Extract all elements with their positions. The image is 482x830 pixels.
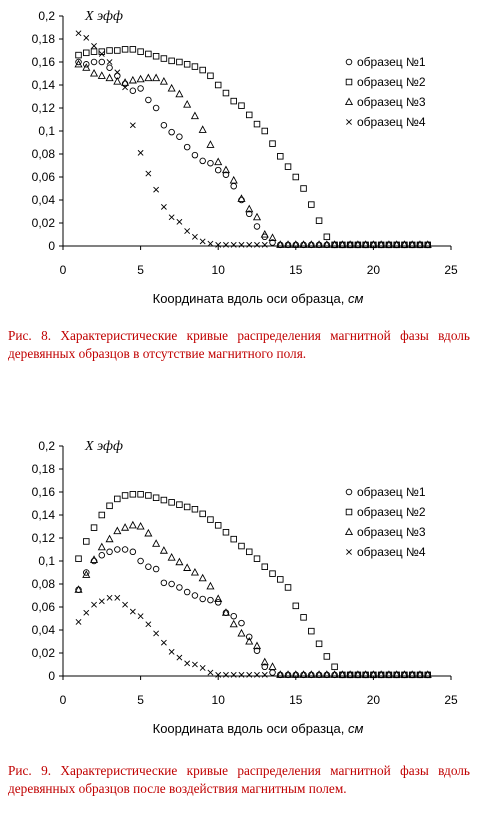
data-point	[76, 556, 82, 562]
data-point	[208, 73, 214, 79]
data-point	[200, 239, 205, 244]
data-point	[199, 126, 206, 132]
legend-marker	[346, 79, 352, 85]
data-point	[169, 649, 174, 654]
data-point	[146, 564, 152, 570]
data-point	[239, 242, 244, 247]
chart-8-plot	[0, 0, 482, 320]
data-point	[207, 141, 214, 147]
data-point	[115, 595, 120, 600]
data-point	[254, 121, 260, 127]
data-point	[285, 164, 291, 170]
data-point	[130, 522, 137, 528]
y-tick-label: 0,04	[31, 623, 55, 637]
data-point	[83, 539, 89, 545]
data-point	[138, 614, 143, 619]
data-point	[114, 78, 121, 84]
data-point	[324, 234, 330, 240]
data-point	[215, 82, 221, 88]
data-point	[99, 512, 105, 518]
x-axis-label-main: Координата вдоль оси образца,	[152, 721, 348, 736]
x-axis-label-unit: см	[347, 291, 364, 306]
data-point	[176, 91, 183, 97]
data-point	[169, 215, 174, 220]
data-point	[277, 577, 283, 583]
data-point	[262, 564, 268, 570]
data-point	[99, 51, 104, 56]
data-point	[316, 218, 322, 224]
data-point	[154, 631, 159, 636]
data-point	[309, 628, 315, 634]
data-point	[114, 528, 121, 534]
x-axis-label	[153, 291, 364, 306]
legend-label: образец №1	[357, 55, 426, 69]
data-point	[177, 655, 182, 660]
y-tick-label: 0,14	[31, 508, 55, 522]
x-axis-label-unit: см	[347, 721, 364, 736]
data-point	[200, 665, 205, 670]
data-point	[293, 603, 299, 609]
y-tick-label: 0,1	[38, 124, 55, 138]
data-point	[91, 602, 96, 607]
y-tick-label: 0,16	[31, 55, 55, 69]
y-tick-label: 0	[48, 669, 55, 683]
data-point	[122, 47, 128, 53]
y-tick-label: 0,18	[31, 462, 55, 476]
data-point	[168, 554, 175, 560]
data-point	[76, 52, 82, 58]
data-point	[99, 59, 105, 65]
y-tick-label: 0,12	[31, 101, 55, 115]
y-tick-label: 0,06	[31, 170, 55, 184]
data-point	[215, 167, 221, 173]
chart-figure-9	[0, 430, 482, 750]
y-tick-label: 0,04	[31, 193, 55, 207]
data-point	[192, 662, 197, 667]
data-point	[208, 160, 214, 166]
legend-label: образец №2	[357, 75, 426, 89]
data-point	[84, 610, 89, 615]
data-point	[231, 536, 237, 542]
data-point	[184, 589, 190, 595]
x-tick-label: 25	[444, 263, 458, 277]
x-tick-label: 20	[366, 693, 381, 707]
data-point	[161, 640, 166, 645]
data-point	[91, 49, 97, 55]
legend-item	[346, 115, 425, 129]
data-point	[83, 50, 89, 56]
data-point	[122, 493, 128, 499]
data-point	[161, 580, 167, 586]
data-point	[115, 48, 121, 54]
data-point	[146, 171, 151, 176]
data-point	[239, 672, 244, 677]
x-axis-label-main: Координата вдоль оси образца,	[152, 291, 348, 306]
data-point	[161, 122, 167, 128]
y-tick-label: 0,12	[31, 531, 55, 545]
data-point	[215, 600, 221, 606]
data-point	[199, 575, 206, 581]
data-point	[146, 622, 151, 627]
data-point	[154, 187, 159, 192]
data-point	[269, 663, 276, 669]
data-point	[177, 134, 183, 140]
figure-8-caption: Рис. 8. Характеристические кривые распределения магнитной фазы вдоль деревянных образцов в отсутствие магнитного поля.	[8, 328, 470, 361]
data-point	[192, 593, 198, 599]
data-point	[115, 70, 120, 75]
data-point	[285, 585, 291, 591]
data-point	[137, 523, 144, 529]
data-point	[301, 615, 307, 621]
x-tick-label: 0	[59, 263, 67, 277]
data-point	[153, 540, 160, 546]
data-point	[247, 672, 252, 677]
x-tick-label: 5	[137, 693, 144, 707]
data-point	[316, 641, 322, 647]
data-point	[130, 549, 136, 555]
x-tick-label: 10	[211, 263, 225, 277]
data-point	[91, 70, 98, 76]
y-axis-label: Х эфф	[85, 9, 123, 24]
data-point	[177, 585, 183, 591]
data-point	[254, 556, 260, 562]
data-point	[208, 517, 214, 523]
data-point	[270, 141, 276, 147]
data-point	[254, 214, 261, 220]
legend-item	[346, 525, 426, 539]
x-tick-label: 10	[211, 693, 225, 707]
data-point	[107, 65, 113, 71]
data-point	[192, 569, 199, 575]
data-point	[99, 552, 105, 558]
y-tick-label: 0,2	[38, 439, 55, 453]
legend-item	[346, 55, 426, 69]
data-point	[185, 661, 190, 666]
data-point	[231, 183, 237, 189]
y-tick-label: 0	[48, 239, 55, 253]
data-point	[122, 547, 128, 553]
data-point	[146, 97, 152, 103]
data-point	[200, 67, 206, 73]
legend-label: образец №4	[357, 115, 426, 129]
x-tick-label: 0	[59, 693, 67, 707]
data-point	[184, 62, 190, 68]
data-point	[146, 493, 152, 499]
data-point	[115, 547, 121, 553]
data-point	[215, 595, 222, 601]
data-point	[107, 59, 112, 64]
data-point	[106, 75, 113, 81]
data-point	[223, 242, 228, 247]
data-point	[84, 35, 89, 40]
data-point	[161, 547, 168, 553]
x-tick-label: 25	[444, 693, 458, 707]
y-tick-label: 0,02	[31, 646, 55, 660]
x-tick-label: 5	[137, 263, 144, 277]
legend-label: образец №3	[357, 525, 426, 539]
legend-label: образец №4	[357, 545, 426, 559]
data-point	[107, 503, 113, 509]
legend-marker	[346, 59, 352, 65]
figure-9-caption: Рис. 9. Характеристические кривые распределения магнитной фазы вдоль деревянных образцов после воздействия магнитным полем.	[8, 763, 470, 796]
data-point	[239, 543, 245, 549]
data-point	[122, 602, 127, 607]
data-point	[309, 202, 315, 208]
data-point	[130, 123, 135, 128]
x-tick-label: 15	[289, 263, 303, 277]
data-point	[270, 670, 276, 676]
data-point	[277, 154, 283, 160]
data-point	[153, 105, 159, 111]
data-point	[145, 530, 152, 536]
data-point	[107, 595, 112, 600]
data-point	[130, 492, 136, 498]
data-point	[161, 497, 167, 503]
data-point	[115, 496, 121, 502]
legend-item	[346, 485, 426, 499]
y-tick-label: 0,18	[31, 32, 55, 46]
data-point	[177, 219, 182, 224]
data-point	[138, 150, 143, 155]
data-point	[200, 511, 206, 517]
data-point	[76, 31, 81, 36]
data-point	[184, 101, 191, 107]
y-axis-label: Х эфф	[85, 439, 123, 454]
data-point	[138, 86, 144, 92]
data-point	[168, 85, 175, 91]
data-point	[91, 59, 97, 65]
data-point	[231, 242, 236, 247]
data-point	[153, 53, 159, 59]
data-point	[254, 242, 259, 247]
y-tick-label: 0,16	[31, 485, 55, 499]
data-point	[130, 77, 137, 83]
data-point	[153, 75, 160, 81]
data-point	[223, 672, 228, 677]
data-point	[324, 654, 330, 660]
data-point	[145, 75, 152, 81]
series-2	[76, 492, 431, 678]
data-point	[169, 581, 175, 587]
y-tick-label: 0,06	[31, 600, 55, 614]
data-point	[107, 48, 113, 54]
data-point	[99, 72, 106, 78]
data-point	[246, 634, 252, 640]
data-point	[192, 64, 198, 70]
data-point	[99, 599, 104, 604]
data-point	[177, 502, 183, 508]
legend-item	[346, 95, 426, 109]
y-tick-label: 0,1	[38, 554, 55, 568]
data-point	[262, 242, 267, 247]
data-point	[76, 619, 81, 624]
data-point	[130, 88, 136, 94]
data-point	[254, 672, 259, 677]
data-point	[137, 76, 144, 82]
data-point	[215, 158, 222, 164]
data-point	[192, 234, 197, 239]
legend-marker	[346, 119, 351, 124]
data-point	[239, 620, 245, 626]
y-tick-label: 0,2	[38, 9, 55, 23]
data-point	[106, 536, 113, 542]
data-point	[270, 571, 276, 577]
data-point	[161, 78, 168, 84]
data-point	[146, 51, 152, 57]
data-point	[247, 242, 252, 247]
legend-item	[346, 75, 426, 89]
data-point	[99, 544, 106, 550]
legend-marker	[346, 98, 353, 104]
x-tick-label: 15	[289, 693, 303, 707]
data-point	[200, 596, 206, 602]
data-point	[223, 90, 229, 96]
data-point	[239, 103, 245, 109]
data-point	[192, 112, 199, 118]
y-tick-label: 0,02	[31, 216, 55, 230]
data-point	[230, 177, 237, 183]
data-point	[332, 664, 338, 670]
data-point	[231, 672, 236, 677]
data-point	[176, 559, 183, 565]
data-point	[161, 204, 166, 209]
data-point	[177, 59, 183, 65]
data-point	[208, 597, 214, 603]
data-point	[184, 564, 191, 570]
y-tick-label: 0,08	[31, 147, 55, 161]
x-axis-label	[153, 721, 364, 736]
data-point	[91, 43, 96, 48]
data-point	[138, 558, 144, 564]
data-point	[138, 49, 144, 55]
data-point	[262, 672, 267, 677]
legend-marker	[346, 489, 352, 495]
data-point	[185, 228, 190, 233]
data-point	[169, 58, 175, 64]
legend-marker	[346, 528, 353, 534]
data-point	[169, 500, 175, 506]
data-point	[254, 224, 260, 230]
data-point	[262, 128, 268, 134]
data-point	[184, 144, 190, 150]
legend-label: образец №1	[357, 485, 426, 499]
data-point	[301, 186, 307, 192]
legend-marker	[346, 509, 352, 515]
data-point	[231, 98, 237, 104]
data-point	[107, 549, 113, 555]
legend-label: образец №2	[357, 505, 426, 519]
data-point	[293, 174, 299, 180]
data-point	[169, 129, 175, 135]
y-tick-label: 0,08	[31, 577, 55, 591]
chart-9-plot	[0, 430, 482, 750]
data-point	[192, 152, 198, 158]
data-point	[207, 583, 214, 589]
data-point	[215, 523, 221, 529]
data-point	[238, 630, 245, 636]
chart-figure-8	[0, 0, 482, 320]
data-point	[153, 566, 159, 572]
data-point	[246, 112, 252, 118]
data-point	[130, 47, 136, 53]
data-point	[231, 613, 237, 619]
data-point	[122, 524, 129, 530]
legend-item	[346, 505, 426, 519]
data-point	[200, 158, 206, 164]
data-point	[138, 492, 144, 498]
data-point	[161, 56, 167, 62]
legend-marker	[346, 549, 351, 554]
data-point	[208, 670, 213, 675]
legend-label: образец №3	[357, 95, 426, 109]
legend-item	[346, 545, 425, 559]
data-point	[230, 621, 237, 627]
series-1	[76, 547, 431, 678]
data-point	[223, 529, 229, 535]
data-point	[192, 506, 198, 512]
data-point	[153, 495, 159, 501]
y-tick-label: 0,14	[31, 78, 55, 92]
data-point	[184, 504, 190, 510]
x-tick-label: 20	[366, 263, 381, 277]
data-point	[246, 549, 252, 555]
data-point	[130, 609, 135, 614]
data-point	[91, 525, 97, 531]
